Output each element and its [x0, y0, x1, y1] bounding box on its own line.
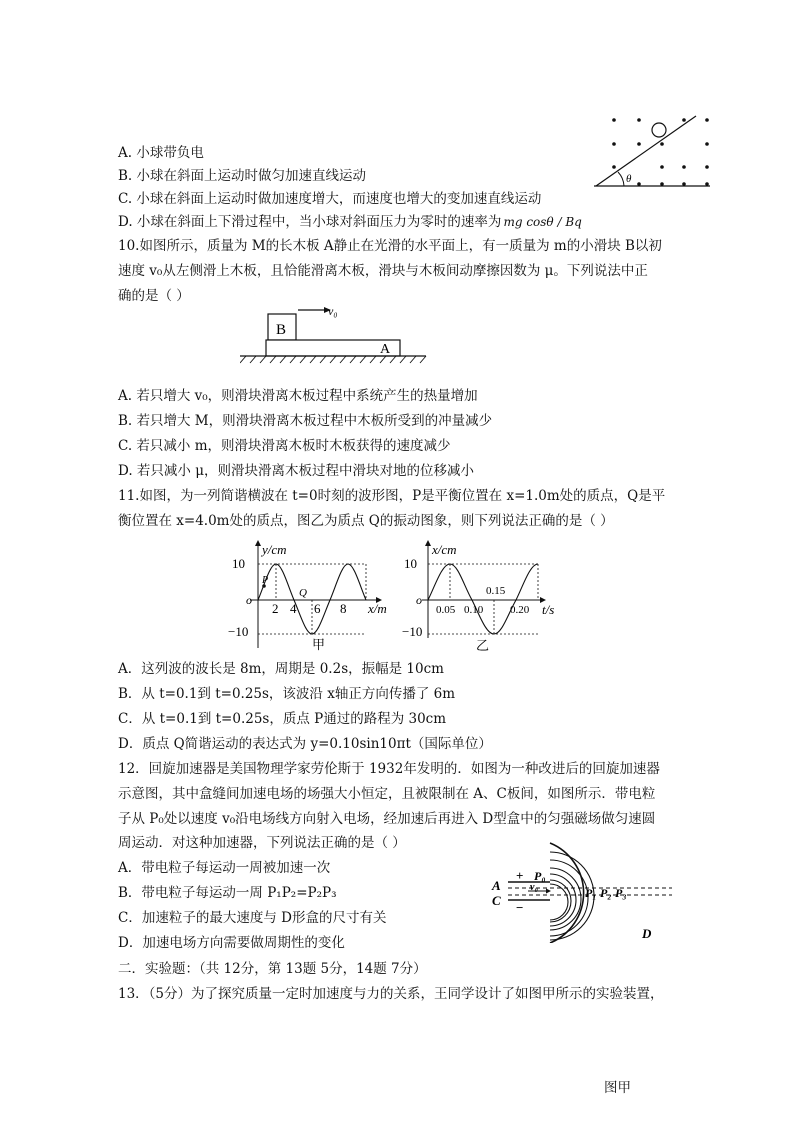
yi-xtick-0.05: 0.05 [436, 604, 456, 616]
velocity-label: v₀ [328, 304, 338, 318]
q11-option-c: C．从 t=0.1到 t=0.25s，质点 P通过的路程为 30cm [118, 711, 447, 727]
yi-xtick-0.10: 0.10 [464, 604, 484, 616]
q10-option-d: D. 若只减小 μ，则滑块滑离木板过程中滑块对地的位移减小 [118, 463, 474, 479]
plus-sign: + [516, 868, 524, 883]
q11-option-a: A．这列波的波长是 8m，周期是 0.2s，振幅是 10cm [118, 661, 444, 677]
board-a-label: A [380, 342, 391, 357]
p0-label: P₀ [534, 869, 546, 883]
yi-xlabel: t/s [542, 602, 555, 617]
q12-option-b: B．带电粒子每运动一周 P₁P₂=P₂P₃ [118, 885, 337, 901]
dee-label: D [642, 926, 652, 941]
q11-stem-line-2: 衡位置在 x=4.0m处的质点，图乙为质点 Q的振动图象，则下列说法正确的是（ ） [118, 513, 614, 529]
q11-option-b: B．从 t=0.1到 t=0.25s，该波沿 x轴正方向传播了 6m [118, 686, 456, 702]
yi-ylabel: x/cm [432, 542, 457, 557]
jia-ylabel: y/cm [262, 542, 287, 557]
vibration-graph-yi [402, 538, 572, 658]
p1-label: P₁ [585, 886, 597, 900]
section-2-heading: 二．实验题：（共 12分，第 13题 5分，14题 7分） [118, 961, 427, 977]
figure-caption-jia: 图甲 [604, 1080, 631, 1096]
jia-xtick-8: 8 [340, 601, 347, 616]
q12-stem-line-1: 12．回旋加速器是美国物理学家劳伦斯于 1932年发明的．如图为一种改进后的回旋加速器 [118, 761, 660, 777]
q12-option-d: D．加速电场方向需要做周期性的变化 [118, 935, 345, 951]
q10-option-c: C. 若只减小 m，则滑块滑离木板时木板获得的速度减少 [118, 438, 451, 454]
theta-label: θ [626, 173, 632, 185]
yi-caption: 乙 [476, 638, 490, 653]
jia-xtick-4: 4 [290, 601, 297, 616]
yi-ytick-neg10: −10 [402, 624, 423, 639]
q12-option-c: C．加速粒子的最大速度与 D形盒的尺寸有关 [118, 910, 387, 926]
q9-option-c: C. 小球在斜面上运动时做加速度增大，而速度也增大的变加速直线运动 [118, 191, 542, 207]
minus-sign: − [516, 900, 524, 915]
q12-option-a: A．带电粒子每运动一周被加速一次 [118, 860, 331, 876]
q10-option-b: B. 若只增大 M，则滑块滑离木板过程中木板所受到的冲量减少 [118, 413, 493, 429]
q9-option-d: D. 小球在斜面上下滑过程中，当小球对斜面压力为零时的速率为 mg cosθ / Bq [118, 214, 582, 230]
yi-xtick-0.15: 0.15 [486, 585, 506, 597]
jia-wave-curve [258, 564, 366, 634]
jia-ytick-10: 10 [232, 556, 245, 571]
q9-option-a: A. 小球带负电 [118, 145, 204, 161]
p3-label: P₃ [615, 886, 627, 900]
yi-origin: o [416, 593, 422, 607]
jia-xtick-6: 6 [314, 601, 321, 616]
yi-vibration-curve [428, 564, 538, 634]
jia-caption: 甲 [312, 637, 326, 652]
wave-graph-jia [228, 538, 403, 658]
cyclotron-figure [490, 838, 680, 943]
yi-xtick-0.20: 0.20 [510, 604, 530, 616]
q9-formula: mg cosθ / Bq [503, 215, 582, 229]
p2-label: P₂ [600, 886, 612, 900]
q9-option-b: B. 小球在斜面上运动时做匀加速直线运动 [118, 168, 367, 184]
v0-label: v₀ [530, 882, 538, 893]
jia-point-q: Q [299, 587, 307, 599]
plate-c-label: C [492, 893, 501, 908]
q11-option-d: D．质点 Q简谐运动的表达式为 y=0.10sin10πt（国际单位） [118, 736, 492, 752]
q13-stem-line-1: 13．（5分）为了探究质量一定时加速度与力的关系，王同学设计了如图甲所示的实验装置， [118, 986, 664, 1002]
block-b-label: B [276, 322, 287, 338]
q10-stem-line-2: 速度 v₀从左侧滑上木板，且恰能滑离木板，滑块与木板间动摩擦因数为 μ。下列说法中正 [118, 263, 648, 279]
yi-ytick-10: 10 [404, 556, 417, 571]
plate-a-label: A [492, 878, 501, 893]
q12-stem-line-2: 示意图，其中盒缝间加速电场的场强大小恒定，且被限制在 A、C板间，如图所示．带电粒 [118, 786, 656, 802]
incline-magnetic-field-figure [592, 112, 717, 192]
q12-stem-line-4: 周运动．对这种加速器，下列说法正确的是（ ） [118, 835, 406, 851]
jia-point-p: P [262, 575, 269, 586]
q10-option-a: A. 若只增大 v₀，则滑块滑离木板过程中系统产生的热量增加 [118, 388, 478, 404]
jia-xlabel: x/m [368, 601, 387, 616]
q12-stem-line-3: 子从 P₀处以速度 v₀沿电场线方向射入电场，经加速后再进入 D型盒中的匀强磁场做匀速圆 [118, 811, 656, 827]
jia-origin: o [246, 593, 252, 607]
q11-stem-line-1: 11.如图，为一列简谐横波在 t=0时刻的波形图，P是平衡位置在 x=1.0m处的质点，Q是平 [118, 488, 666, 504]
board-block-figure [240, 304, 430, 368]
jia-ytick-neg10: −10 [228, 624, 249, 639]
q10-stem-line-3: 确的是（ ） [118, 288, 190, 304]
jia-xtick-2: 2 [272, 601, 279, 616]
q10-stem-line-1: 10.如图所示，质量为 M的长木板 A静止在光滑的水平面上，有一质量为 m的小滑块 B以初 [118, 238, 662, 254]
